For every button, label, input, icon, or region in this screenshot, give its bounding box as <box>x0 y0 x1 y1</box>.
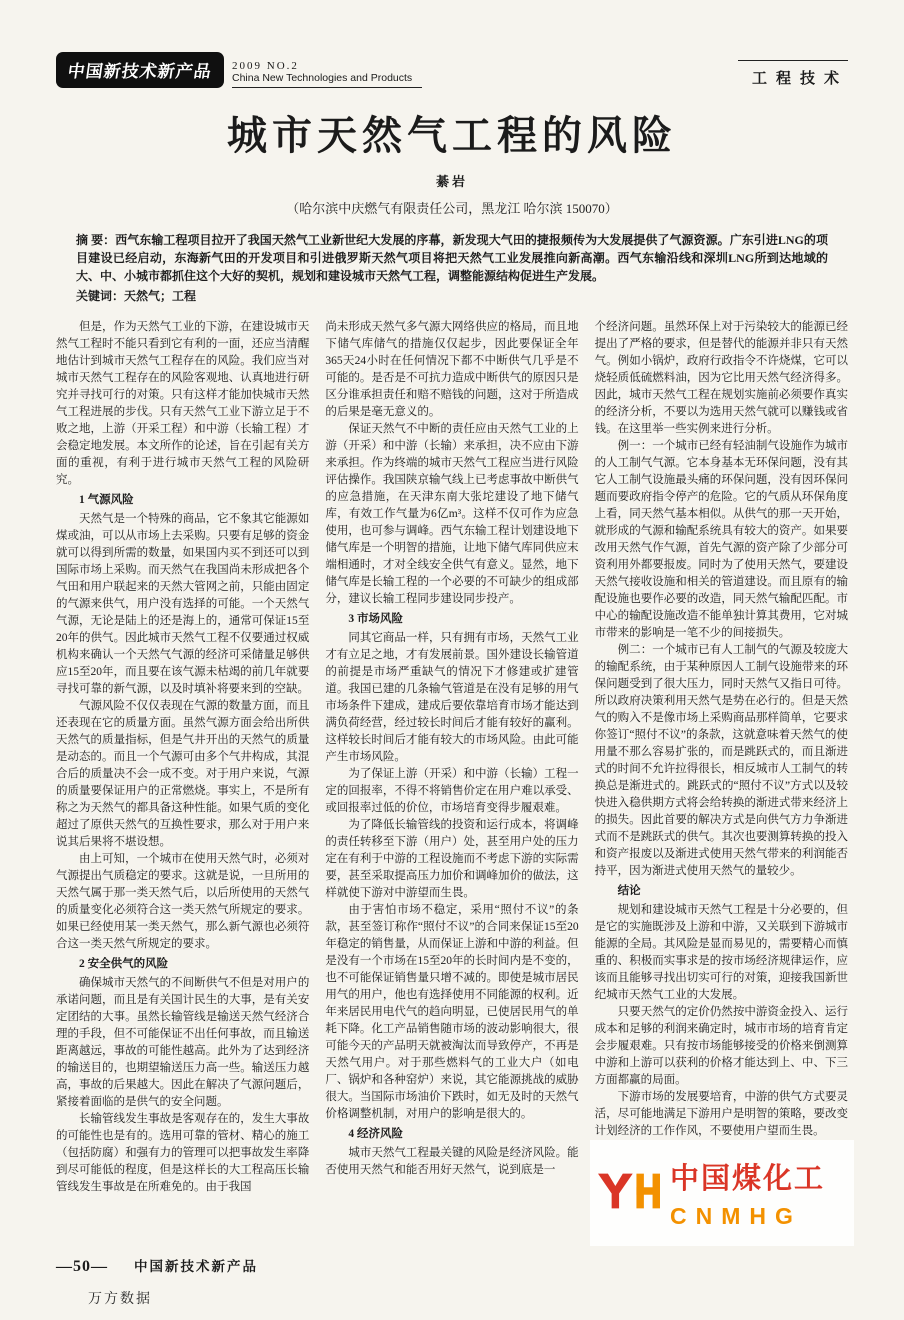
body-paragraph: 个经济问题。虽然环保上对于污染较大的能源已经提出了严格的要求，但是替代的能源并非只有天然气。例如小锅炉，政府行政指令不许烧煤，它可以烧轻质低硫燃料油，因为它比用天然气经济得多。因此，城市天然气工程在规划实施前必须要作真实的经济分析，不要以为选用天然气就可以赚钱或省钱。在这里举一些实例来进行分析。 <box>594 321 848 435</box>
body-paragraph: 下游市场的发展要培育，中游的供气方式要灵活，尽可能地满足下游用户是明智的策略，要改变计划经济的工作作风，不要使用户望而生畏。 <box>594 1091 848 1137</box>
affiliation: （哈尔滨中庆燃气有限责任公司，黑龙江 哈尔滨 150070） <box>286 201 618 216</box>
body-paragraph: 例二：一个城市已有人工制气的气源及较庞大的输配系统，由于某种原因人工制气设施带来的环保问题受到了很大压力，同时天然气又指日可待。所以政府决策利用天然气是势在必行的。但是天然气的购入不是像市场上采购商品那样简单，它要求你签订“照付不议”的条款，这就意味着天然气的使用量不那么容易扩张的，而是跳跃式的，而且渐进式的时间不允许拉得很长，相反城市人工制气的转换总是渐进式的。跳跃式的“照付不议”方式以及较快进入稳供期方式将会给转换的渐进式带来经济上的损失。因此首要的解决方式是向供气方力争渐进式而不是跳跃式的供气。其次也要测算转换的投入和资产报废以及渐进式使用天然气带来的利润能否持平，因为渐进式使用天然气的量较少。 <box>594 644 848 877</box>
issue-number: 2009 NO.2 <box>232 60 299 72</box>
body-paragraph: 例一：一个城市已经有轻油制气设施作为城市的人工制气气源。它本身基本无环保问题，没有其它人工制气设施最头痛的环保问题，没有因环保问题而要政府指令停产的危险。它的气质从环保角度上看，同天然气基本相似。从供气的那一天开始，就形成的气源和输配系统具有较大的资产。如果要改用天然气作气源，首先气源的资产除了少部分可资利用外都要报废。同时为了使用天然气，要建设天然气接收设施和相关的管道建设。而且原有的输配设施也要作必要的改造，同天然气输配匹配。市中心的输配设施改造不能单独计算其费用，它对城市带来的影响是一笔不少的间接损失。 <box>594 440 848 639</box>
body-paragraph: 尚未形成天然气多气源大网络供应的格局，而且地下储气库储气的措施仅仅起步，因此要保证全年365天24小时在任何情况下都不中断供气几乎是不可能的。是否是不可抗力造成中断供气的原因只是区分谁承担责任和赔不赔钱的问题，这对于所造成的后果是毫无意义的。 <box>325 321 579 418</box>
column-3 <box>595 319 848 1271</box>
body-paragraph: 确保城市天然气的不间断供气不但是对用户的承诺问题，而且是有关国计民生的大事，是有关安定团结的大事。虽然长输管线是输送天然气经济合理的手段，但不可能保证不出任何事故，而且输送距离越远，事故的可能性越高。此外为了达到经济的输送目的，也期望输送压力高一些。输送压力越高，事故的后果越大。因此在解决了气源问题后，紧接着面临的是供气的安全问题。 <box>56 977 310 1108</box>
body-paragraph: 为了保证上游（开采）和中游（长输）工程一定的回报率，不得不将销售价定在用户难以承受、或回报率过低的价位，市场培育变得步履艰难。 <box>325 768 579 814</box>
page-footer <box>56 1255 258 1276</box>
page-header <box>56 52 848 88</box>
section-heading: 结论 <box>617 885 641 897</box>
wanfang-data-label: 万方数据 <box>88 1292 152 1307</box>
body-paragraph: 同其它商品一样，只有拥有市场，天然气工业才有立足之地，才有发展前景。国外建设长输管道的前提是市场严重缺气的情况下才修建或扩建管道。我国已建的几条输气管道是在没有足够的用气市场条件下建成，建成后要依靠培育市场才能达到满负荷经营，经过较长时间后才能有较好的赢利。这样较长时间后才能有较大的市场风险。由此可能产生市场风险。 <box>325 632 579 763</box>
cnmhg-watermark <box>590 1140 854 1246</box>
section-label: 工程技术 <box>738 60 848 88</box>
section-heading: 1 气源风险 <box>79 494 134 506</box>
journal-title-en: China New Technologies and Products <box>232 72 413 84</box>
body-paragraph: 由上可知，一个城市在使用天然气时，必须对气源提出气质稳定的要求。这就是说，一旦所用的天然气属于那一类天然气后，以后所使用的天然气的质量变化必须符合这一类天然气所规定的要求。如果已经使用某一类天然气，那么新气源也必须符合这一类天然气所规定的要求。 <box>56 853 310 950</box>
page-number: —50— <box>56 1258 108 1275</box>
watermark-name-cn: 中国煤化工 <box>670 1163 826 1195</box>
column-2 <box>325 319 578 1271</box>
abstract-label: 摘 要： <box>76 233 116 247</box>
body-paragraph: 城市天然气工程最关键的风险是经济风险。能否使用天然气和能否用好天然气，说到底是一 <box>325 1147 579 1176</box>
body-paragraph: 长输管线发生事故是客观存在的，发生大事故的可能性也是有的。选用可靠的管材、精心的施工（包括防腐）和强有力的管理可以把事故发生率降到尽可能低的程度，但是这样长的大工程高压长输管线发生事故是在所难免的。由于我国 <box>56 1113 310 1193</box>
body-paragraph: 保证天然气不中断的责任应由天然气工业的上游（开采）和中游（长输）来承担，决不应由下游来承担。作为终端的城市天然气工程应当进行风险评估操作。我国陕京输气线上已考虑事故中断供气的应急措施，在天津东南大张坨建设了地下储气库，有效工作气量为6亿m³。这样不仅可作为应急使用，也可参与调峰。西气东输工程计划建设地下储气库是一个明智的措施，让地下储气库同供应末端相通时，才对全线安全供气有意义。显然，地下储气库是长输工程的一个必要的不可缺少的组成部分，建议长输工程同步建设同步投产。 <box>325 423 579 605</box>
journal-title-cn: 中国新技术新产品 <box>66 62 214 81</box>
cnmhg-logo-icon <box>598 1165 660 1222</box>
body-paragraph: 天然气是一个特殊的商品，它不象其它能源如煤或油，可以从市场上去采购。只要有足够的资金就可以得到所需的数量，如果国内买不到还可以到国际市场上采购。而天然气在我国尚未形成把各个气田和用户联起来的天然大管网之前，只能由固定的气源来供气，用户没有选择的可能。一个天然气气源，无论是陆上的还是海上的，通常可保证15至20年的供气。因此城市天然气工程不仅要通过权威机构来确认一个天然气气源的经济可采储量足够供应15至20年，而且要在该气源未枯竭的前几年就要寻找可靠的新气源，以及时填补将要来到的空缺。 <box>56 513 310 695</box>
column-1 <box>56 319 309 1271</box>
abstract <box>76 231 828 285</box>
body-paragraph: 为了降低长输管线的投资和运行成本，将调峰的责任转移至下游（用户）处，甚至用户处的压力定在有利于中游的工程设施而不考虑下游的实际需要，甚至采取提高压力加价和调峰加价的做法，这样就使下游对中游望而生畏。 <box>325 819 579 899</box>
body-paragraph: 气源风险不仅仅表现在气源的数量方面，而且还表现在它的质量方面。虽然气源方面会给出所供天然气的质量指标，但是气井开出的天然气的质量是动态的。而且一个气源可由多个气井构成，其混合后的质量决不会一成不变。对于用户来说，气源的质量要保证用户的正常燃烧。事实上，不是所有称之为天然气的都具备这种性能。如果气质的变化超过了原供天然气的互换性要求，那么对于用户来说其后果将不堪设想。 <box>56 700 310 848</box>
watermark-name-en: CNMHG <box>670 1203 802 1229</box>
paper-title: 城市天然气工程的风险 <box>227 113 677 158</box>
body-paragraph: 只要天然气的定价仍然按中游资金投入、运行成本和足够的利润来确定时，城市市场的培育肯定会步履艰难。只有按市场能够接受的价格来倒测算中游和上游可以获利的价格才能达到上、中、下三方面都赢的局面。 <box>594 1006 848 1086</box>
section-heading: 4 经济风险 <box>348 1128 403 1140</box>
abstract-text: 西气东输工程项目拉开了我国天然气工业新世纪大发展的序幕，新发现大气田的捷报频传为大发展提供了气源资源。广东引进LNG的项目建设已经启动，东海新气田的开发项目和引进俄罗斯天然气项目将把天然气工业发展推向新高潮。西气东输沿线和深圳LNG所到达地域的大、中、小城市都抓住这个大好的契机，规划和建设城市天然气工程，调整能源结构促进生产发展。 <box>76 233 828 283</box>
body-paragraph: 由于害怕市场不稳定，采用“照付不议”的条款，甚至签订称作“照付不议”的合同来保证15至20年稳定的销售量，从而保证上游和中游的利益。但是没有一个市场在15至20年的长时间内是不变的，也不可能保证销售量只增不减的。即使是城市居民用气的用户，他也有选择使用不同能源的权利。近年来居民用电代气的趋向明显，已使居民用气的单耗下降。化工产品销售随市场的波动影响很大，很可能今天的产品明天就被淘汰而导致停产，不再是天然气用户。对于那些燃料气的工业大户（如电厂、锅炉和各种窑炉）来说，其它能源挑战的威胁很大。当国际市场油价下跌时，如无及时的天然气价格调整机制，对用户的影响是很大的。 <box>325 904 579 1120</box>
journal-masthead <box>56 52 422 88</box>
body-paragraph: 规划和建设城市天然气工程是十分必要的，但是它的实施既涉及上游和中游，又关联到下游城市能源的全局。其风险是显而易见的，需要精心而慎重的、积极而实事求是的按市场经济规律运作，应该而且能够寻找出切实可行的对策，迎接我国新世纪城市天然气工业的大发展。 <box>594 904 848 1001</box>
keywords-label: 关键词： <box>76 289 125 303</box>
section-heading: 2 安全供气的风险 <box>79 958 169 970</box>
body-paragraph: 但是，作为天然气工业的下游，在建设城市天然气工程时不能只看到它有利的一面，还应当清醒地估计到城市天然气工程存在的风险。我们应当对城市天然气工程存在的风险客观地、认真地进行研究并寻找可行的对策。只有这样才能加快城市天然气工程进展的步伐。只有天然气工业下游立足于不败之地，上游（开采工程）和中游（长输工程）才会稳定地发展。本文所作的论述，旨在引起有关方面的重视，有利于进行城市天然气工程的风险研究。 <box>56 321 310 486</box>
section-heading: 3 市场风险 <box>348 613 403 625</box>
footer-journal-name: 中国新技术新产品 <box>134 1259 258 1274</box>
author-name: 綦岩 <box>435 174 468 189</box>
keywords <box>76 287 828 305</box>
watermark-text <box>670 1156 825 1230</box>
journal-logo-banner <box>56 52 224 88</box>
article-body <box>56 319 848 1271</box>
issue-block <box>232 60 422 88</box>
keywords-text: 天然气；工程 <box>124 289 197 303</box>
